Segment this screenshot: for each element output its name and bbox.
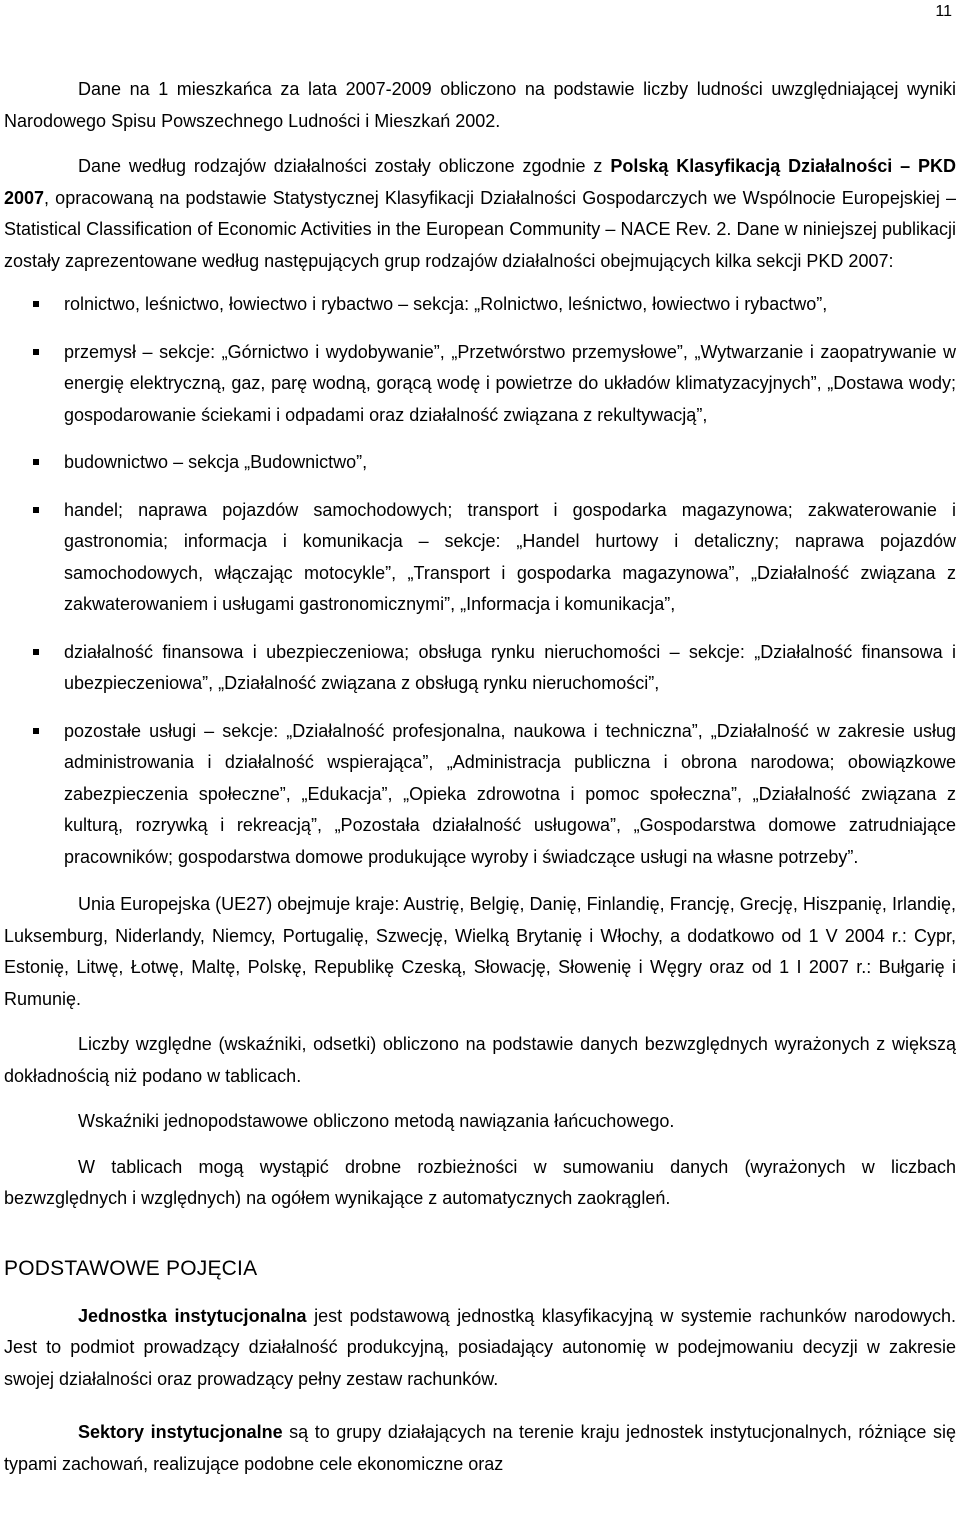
- definition-institutional-sectors: [4, 1417, 956, 1480]
- list-item-text: pozostałe usługi – sekcje: „Działalność profesjonalna, naukowa i techniczna”, „Działalność w zakresie usług administrowania i działalność wspierająca”, „Administracja publiczna i obrona narodowa; obowiązkowe zabezpieczenia społeczne”, „Edukacja”, „Opieka zdrowotna i pomoc społeczna”, „Działalność związana z kulturą, rozrywką i rekreacją”, „Pozostała działalność usługowa”, „Gospodarstwa domowe zatrudniające pracowników; gospodarstwa domowe produkujące wyroby i świadczące usługi na własne potrzeby”.: [64, 720, 956, 867]
- paragraph-chain-indices: Wskaźniki jednopodstawowe obliczono metodą nawiązania łańcuchowego.: [78, 1111, 675, 1131]
- definition-institutional-unit: [4, 1301, 956, 1396]
- square-bullet-icon: [33, 728, 39, 734]
- section-heading: PODSTAWOWE POJĘCIA: [4, 1256, 258, 1280]
- list-item: [4, 637, 956, 700]
- list-item-text: działalność finansowa i ubezpieczeniowa; obsługa rynku nieruchomości – sekcje: „Działalność finansowa i ubezpieczeniowa”, „Działalność związana z obsługą rynku nieruchomości”,: [64, 641, 956, 693]
- paragraph-population-basis: Dane na 1 mieszkańca za lata 2007-2009 obliczono na podstawie liczby ludności uwzględniającej wyniki Narodowego Spisu Powszechnego Ludności i Mieszkań 2002.: [4, 79, 956, 131]
- paragraph-eu-members: Unia Europejska (UE27) obejmuje kraje: Austrię, Belgię, Danię, Finlandię, Francję, Grecję, Hiszpanię, Irlandię, Luksemburg, Niderlandy, Niemcy, Portugalię, Szwecję, Wielką Brytanię i Włochy, a dodatkowo od 1 V 2004 r.: Cypr, Estonię, Litwę, Łotwę, Maltę, Polskę, Republikę Czeską, Słowację, Słowenię i Węgry oraz od 1 I 2007 r.: Bułgarię i Rumunię.: [4, 894, 956, 1009]
- square-bullet-icon: [33, 459, 39, 465]
- classification-detail: , opracowaną na podstawie Statystycznej Klasyfikacji Działalności Gospodarczych we Wspólnocie Europejskiej – Statistical Classification of Economic Activities in the European Community – NACE Rev. 2. Dane w niniejszej publikacji zostały zaprezentowane według następujących grup rodzajów działalności obejmujących kilka sekcji PKD 2007:: [4, 187, 956, 271]
- definition-term: Jednostka instytucjonalna: [78, 1305, 307, 1326]
- classification-intro: Dane według rodzajów działalności zostały obliczone zgodnie z: [78, 156, 611, 176]
- list-item-text: przemysł – sekcje: „Górnictwo i wydobywanie”, „Przetwórstwo przemysłowe”, „Wytwarzanie i zaopatrywanie w energię elektryczną, gaz, parę wodną, gorącą wodę i powietrze do układów klimatyzacyjnych”, „Dostawa wody; gospodarowanie ściekami i odpadami oraz działalność związana z rekultywacją”,: [64, 341, 956, 425]
- activity-groups-list: [4, 289, 956, 873]
- square-bullet-icon: [33, 507, 39, 513]
- list-item-text: handel; naprawa pojazdów samochodowych; transport i gospodarka magazynowa; zakwaterowanie i gastronomia; informacja i komunikacja – sekcje: „Handel hurtowy i detaliczny; naprawa pojazdów samochodowych, włączając motocykle”, „Transport i gospodarka magazynowa”, „Działalność związana z zakwaterowaniem i usługami gastronomicznymi”, „Informacja i komunikacja”,: [64, 499, 956, 614]
- list-item-text: budownictwo – sekcja „Budownictwo”,: [64, 452, 368, 472]
- paragraph-relative-numbers: Liczby względne (wskaźniki, odsetki) obliczono na podstawie danych bezwzględnych wyrażonych z większą dokładnością niż podano w tablicach.: [4, 1034, 956, 1086]
- list-item: [4, 495, 956, 621]
- definition-text: są to grupy działających na terenie kraju jednostek instytucjonalnych, różniące się typami zachowań, realizujące podobne cele ekonomiczne oraz: [4, 1422, 956, 1474]
- page-number: 11: [935, 3, 952, 20]
- definition-term: Sektory instytucjonalne: [78, 1422, 283, 1442]
- classification-name: Polską Klasyfikacją Działalności – PKD 2007: [4, 156, 956, 208]
- square-bullet-icon: [33, 349, 39, 355]
- definition-text: jest podstawową jednostką klasyfikacyjną w systemie rachunków narodowych. Jest to podmiot prowadzący działalność produkcyjną, posiadający autonomię w podejmowaniu decyzji w zakresie swojej działalności oraz prowadzący pełny zestaw rachunków.: [4, 1305, 956, 1389]
- square-bullet-icon: [33, 649, 39, 655]
- list-item: [4, 716, 956, 874]
- square-bullet-icon: [33, 301, 39, 307]
- paragraph-rounding-note: W tablicach mogą wystąpić drobne rozbieżności w sumowaniu danych (wyrażonych w liczbach bezwzględnych i względnych) na ogółem wynikające z automatycznych zaokrągleń.: [4, 1156, 956, 1208]
- list-item: [4, 447, 956, 479]
- list-item: [4, 289, 956, 321]
- document-body: [4, 74, 956, 1480]
- list-item-text: rolnictwo, leśnictwo, łowiectwo i rybactwo – sekcja: „Rolnictwo, leśnictwo, łowiectwo i rybactwo”,: [64, 294, 828, 314]
- paragraph-activity-classification: [4, 151, 956, 277]
- list-item: [4, 337, 956, 432]
